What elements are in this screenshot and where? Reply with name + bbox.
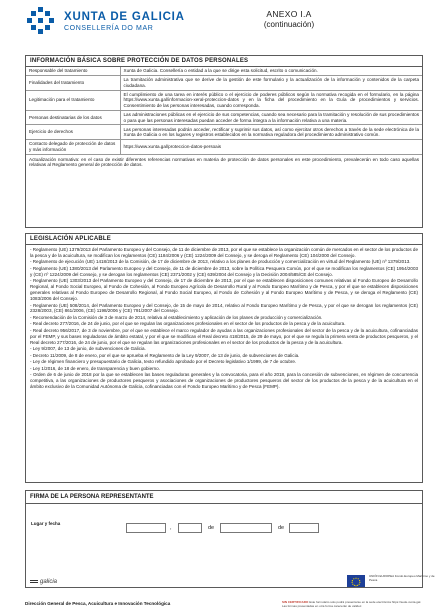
year-field[interactable]: [289, 523, 319, 533]
legislation-item: - Ley 9/2007, de 13 de junio, de subvenciones de Galicia.: [30, 346, 146, 352]
legislation-item: - Recomendación de la Comisión de 3 de marzo de 2014, relativa al establecimiento y aplicación de los planes de producción y comercialización.: [30, 314, 323, 320]
data-protection-value: Las administraciones públicas en el ejercicio de sus competencias, cuando sea necesario para la tramitación y resolución de sus procedimientos o para que las personas interesadas puedan acceder de forma íntegra a la información relativa a una materia.: [120, 110, 422, 125]
data-protection-row: [26, 67, 422, 76]
legislation-title: LEGISLACIÓN APLICABLE: [26, 234, 422, 245]
data-protection-row: [26, 125, 422, 140]
date-separator-de-2: de: [278, 525, 285, 531]
org-branding: [64, 11, 185, 32]
notice-mark: SIN CERTIFICADO: [282, 600, 309, 604]
signature-title: FIRMA DE LA PERSONA REPRESENTANTE: [26, 491, 422, 504]
legislation-item: - Reglamento de ejecución (UE) 1418/2013 de la Comisión, de 17 de diciembre de 2013, relativo a los planes de producción y comercialización en virtud del Reglamento (UE) nº 1379/2013.: [30, 259, 411, 265]
data-protection-key: Finalidades del tratamiento: [26, 76, 120, 91]
data-protection-value: La tramitación administrativa que se derive de la gestión de este formulario y la actualización de la información y contenidos de la carpeta ciudadana.: [120, 76, 422, 91]
data-protection-key: Contacto delegado de protección de datos y más información: [26, 139, 120, 154]
galicia-brand-text: galicia: [40, 579, 58, 585]
legislation-item: - Ley de régimen financiero y presupuestario de Galicia, texto refundido aprobado por el Decreto legislativo 1/1999, de 7 de octubre.: [30, 359, 297, 365]
org-name: XUNTA DE GALICIA: [64, 11, 185, 23]
normative-update-note: Actualización normativa: en el caso de existir diferentes referencias normativas en materia de protección de datos personales en este procedimiento, prevalecerán en todo caso aquellas relativas al Reglamento general de protección de datos.: [29, 156, 419, 168]
annex-subtitle: (continuación): [263, 20, 315, 29]
legislation-item: - Reglamento (UE) 1380/2013 del Parlamento Europeo y del Consejo, de 11 de diciembre de 2013, sobre la Política Pesquera Común, por el que se modifican los reglamentos (CE) 1954/2003 y (CE) nº 1224/2009 del Consejo, y se derogan los reglamentos (CE) 2371/2002 y (CE) 639/2004 del Consejo y la Decisión 2004/585/CE del Consejo.: [30, 265, 418, 277]
date-separator-de-1: de: [208, 525, 215, 531]
legislation-item: - Reglamento (UE) 508/2014, del Parlamento Europeo y del Consejo, de 15 de mayo de 2014, relativo al Fondo Europeo Marítimo y de Pesca, y por el que se derogan los reglamentos (CE) 2328/2003, (CE) 861/2006, (CE) 1198/2006 y (CE) 791/2007 del Consejo.: [30, 302, 418, 314]
submission-notice: [282, 601, 422, 608]
legislation-item: - Real decreto 277/2016, de 24 de junio, por el que se regulan las organizaciones profesionales en el sector de los productos de la pesca y de la acuicultura.: [30, 321, 346, 327]
legislation-item: - Reglamento (UE) 1379/2013 del Parlamento Europeo y del Consejo, de 11 de diciembre de 2013, por el que se establece la organización común de mercados en el sector de los productos de la pesca y de la acuicultura, se modifican los reglamentos (CE) 1184/2006 y (CE) 1224/2009 del Consejo, y se deroga el Reglamento (CE) 104/2000 del Consejo.: [30, 247, 418, 258]
data-protection-key: Personas destinatarias de los datos: [26, 110, 120, 125]
place-date-label: Lugar y fecha: [31, 521, 61, 526]
data-protection-table: [26, 67, 422, 155]
legislation-item: - Reglamento (UE) 1303/2013 del Parlamento Europeo y del Consejo, de 17 de diciembre de 2013, por el que se establecen disposiciones comunes relativas al Fondo Europeo de Desarrollo Regional, al Fondo Social Europeo, al Fondo de Cohesión, al Fondo Europeo Agrícola de Desarrollo Rural y al Fondo Europeo Marítimo y de Pesca, y por el que se establecen disposiciones generales relativas al Fondo Europeo de Desarrollo Regional, al Fondo Social Europeo, al Fondo de Cohesión y al Fondo Europeo Marítimo y de Pesca, y se deroga el Reglamento (CE) 1083/2006 del Consejo.: [30, 278, 418, 302]
annex-title: ANEXO I.A: [266, 9, 312, 19]
month-field[interactable]: [220, 523, 272, 533]
legislation-list: [26, 245, 422, 390]
data-protection-row: [26, 76, 422, 91]
data-protection-title: INFORMACIÓN BÁSICA SOBRE PROTECCIÓN DE DATOS PERSONALES: [26, 56, 422, 67]
eu-fund-text: UNIÓN EUROPEA Fondo Europeo Marítimo y de Pesca: [369, 574, 435, 582]
data-protection-key: Responsable del tratamiento: [26, 67, 120, 76]
data-protection-value: Xunta de Galicia. Consellería o entidad a la que se dirige esta solicitud, escrito o comunicación.: [120, 67, 422, 76]
data-protection-row: [26, 139, 422, 154]
data-protection-key: Ejercicio de derechos: [26, 125, 120, 140]
data-protection-value: El cumplimiento de una tarea en interés público o el ejercicio de poderes públicos según la normativa recogida en el formulario, en la página https://www.xunta.gal/informacion-xeral-proteccion-datos y en la ficha del procedimiento en la Guía de procedimientos y servicios. Consentimiento de las personas interesadas, cuando corresponda.: [120, 90, 422, 110]
legislation-item: - Orden de 6 de junio de 2018 por la que se establecen las bases reguladoras generales y la convocatoria, para el año 2018, para la concesión de subvenciones, en régimen de concurrencia competitiva, a las organizaciones de productores pesqueros y asociaciones de organizaciones de productores pesqueros del sector de los productos de la pesca y de la acuicultura en el ámbito exclusivo de la Comunidad Autónoma de Galicia, cofinanciadas con el Fondo Europeo Marítimo y de Pesca (FEMP).: [30, 372, 418, 390]
place-field[interactable]: [126, 523, 166, 533]
signature-box: [25, 490, 423, 588]
page-header: [24, 5, 424, 43]
date-separator-comma: ,: [170, 525, 172, 531]
galicia-brand: [30, 579, 57, 585]
date-fields: [126, 523, 326, 535]
data-protection-value[interactable]: https://www.xunta.gal/proteccion-datos-persoais: [120, 139, 422, 154]
legislation-item: - Real decreto 956/2017, de 3 de noviembre, por el que se establece el marco regulador de ayudas a las organizaciones profesionales del sector de la pesca y de la acuicultura, cofinanciadas por el FEMP, y sus bases reguladoras de ámbito estatal, y por el que se modifican el Real decreto 418/2015, de 29 de mayo, por el que se regula la primera venta de productos pesqueros, y el Real decreto 277/2016, de 24 de junio, por el que se regulan las organizaciones profesionales en el sector de los productos de la pesca y de la acuicultura.: [30, 327, 418, 345]
annex-heading: [257, 9, 321, 29]
day-field[interactable]: [178, 523, 202, 533]
data-protection-box: [25, 55, 423, 228]
data-protection-row: [26, 90, 422, 110]
legislation-item: - Ley 1/2016, de 18 de enero, de transparencia y buen gobierno.: [30, 365, 160, 371]
directorate-name: Dirección General de Pesca, Acuicultura e Innovación Tecnológica: [25, 601, 171, 606]
org-department: CONSELLERÍA DO MAR: [64, 25, 154, 32]
data-protection-row: [26, 110, 422, 125]
legislation-box: [25, 233, 423, 483]
data-protection-value: Las personas interesadas podrán acceder, rectificar y suprimir sus datos, así como ejercitar otros derechos a través de la sede electrónica de la Xunta de Galicia o en los lugares y registros establecidos en la normativa reguladora del procedimiento administrativo común.: [120, 125, 422, 140]
galicia-mark-icon: [30, 580, 38, 583]
xunta-logo-icon: [24, 5, 58, 39]
legislation-item: - Decreto 11/2009, de 8 de enero, por el que se aprueba el Reglamento de la Ley 9/2007, de 13 de junio, de subvenciones de Galicia.: [30, 352, 300, 358]
eu-flag-icon: [347, 575, 365, 587]
data-protection-key: Legitimación para el tratamiento: [26, 90, 120, 110]
notice-text: Este formulario solo podrá presentarse en la sede electrónica https://sede.xunta.gal. Las formas presentadas en otra forma carecerán de validez.: [282, 600, 422, 608]
